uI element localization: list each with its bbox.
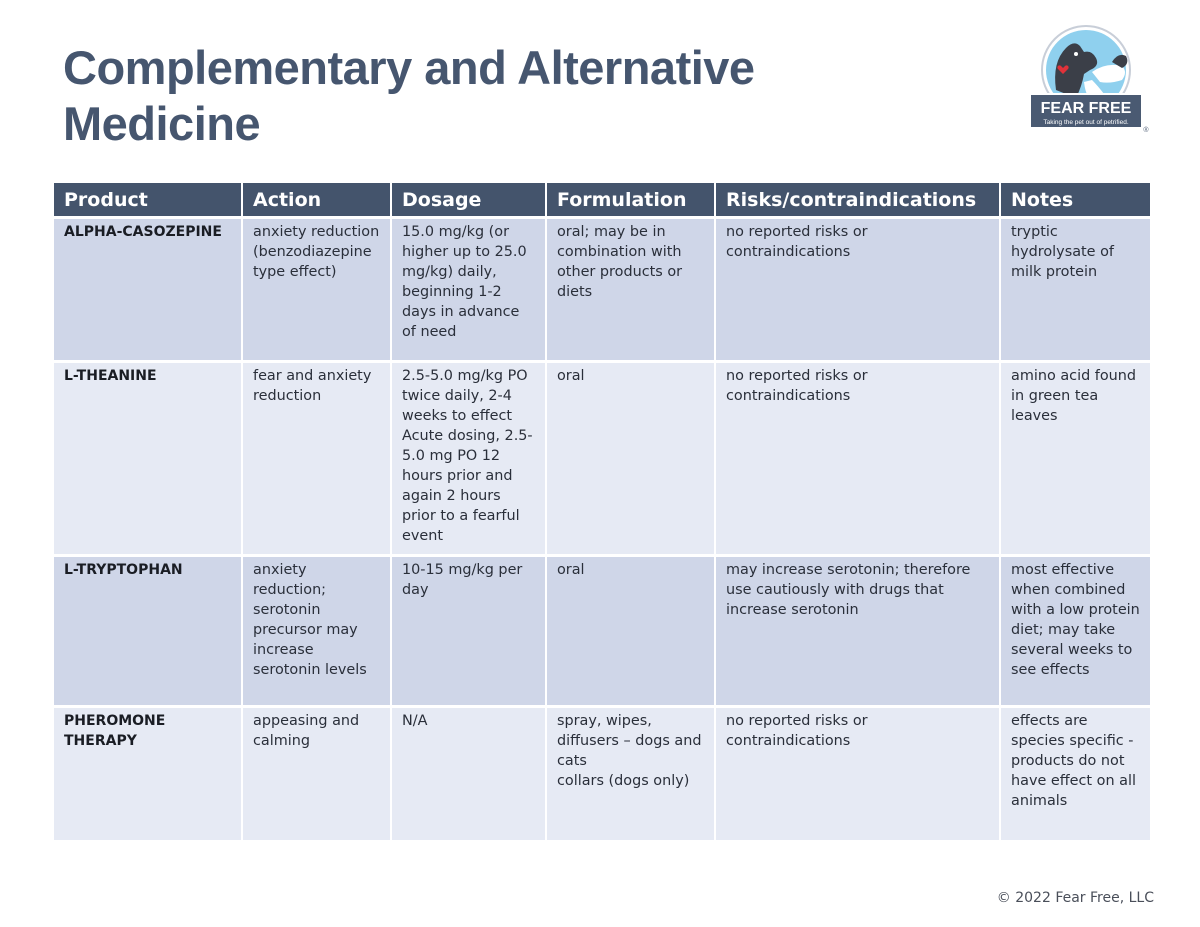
dosage-cell: 15.0 mg/kg (or higher up to 25.0 mg/kg) daily, beginning 1-2 days in advance of need [392,219,545,363]
risks-cell: no reported risks or contraindications [716,708,999,843]
formulation-line: collars (dogs only) [557,773,690,789]
notes-cell: effects are species specific - products do not have effect on all animals [1001,708,1150,843]
product-cell: L-TRYPTOPHAN [54,557,241,708]
action-cell: anxiety reduction; serotonin precursor may increase serotonin levels [243,557,390,708]
dosage-cell: 2.5-5.0 mg/kg PO twice daily, 2-4 weeks to effect Acute dosing, 2.5-5.0 mg PO 12 hours prior and again 2 hours prior to a fearful event [392,363,545,557]
column-header-dosage: Dosage [392,183,545,219]
risks-cell: no reported risks or contraindications [716,363,999,557]
notes-cell: tryptic hydrolysate of milk protein [1001,219,1150,363]
table-row [54,219,1150,363]
column-header-risks: Risks/contraindications [716,183,999,219]
risks-cell: may increase serotonin; therefore use cautiously with drugs that increase serotonin [716,557,999,708]
column-header-formulation: Formulation [547,183,714,219]
table-header-row [54,183,1150,219]
notes-cell: most effective when combined with a low protein diet; may take several weeks to see effects [1001,557,1150,708]
column-header-notes: Notes [1001,183,1150,219]
page-title-line-1: Complementary and Alternative [63,41,755,94]
copyright-footer: © 2022 Fear Free, LLC [996,890,1154,906]
formulation-line: spray, wipes, diffusers – dogs and cats [557,713,702,769]
logo-wordmark: FEAR FREE [1040,100,1132,117]
table-row [54,708,1150,843]
table-row [54,557,1150,708]
page-title-line-2: Medicine [63,97,261,150]
risks-cell: no reported risks or contraindications [716,219,999,363]
formulation-cell [547,708,714,843]
logo-registered-mark: ® [1143,127,1149,134]
dosage-cell: N/A [392,708,545,843]
product-cell: L-THEANINE [54,363,241,557]
column-header-product: Product [54,183,241,219]
action-cell: anxiety reduction (benzodiazepine type effect) [243,219,390,363]
fear-free-logo [1026,22,1150,134]
product-cell: PHEROMONE THERAPY [54,708,241,843]
action-cell: appeasing and calming [243,708,390,843]
logo-tagline: Taking the pet out of petrified. [1043,119,1129,126]
formulation-cell: oral; may be in combination with other products or diets [547,219,714,363]
dosage-cell: 10-15 mg/kg per day [392,557,545,708]
cam-products-table [52,183,1152,843]
notes-cell: amino acid found in green tea leaves [1001,363,1150,557]
column-header-action: Action [243,183,390,219]
formulation-cell: oral [547,557,714,708]
action-cell: fear and anxiety reduction [243,363,390,557]
table-row [54,363,1150,557]
page-title [63,40,755,152]
product-cell: ALPHA-CASOZEPINE [54,219,241,363]
formulation-cell: oral [547,363,714,557]
